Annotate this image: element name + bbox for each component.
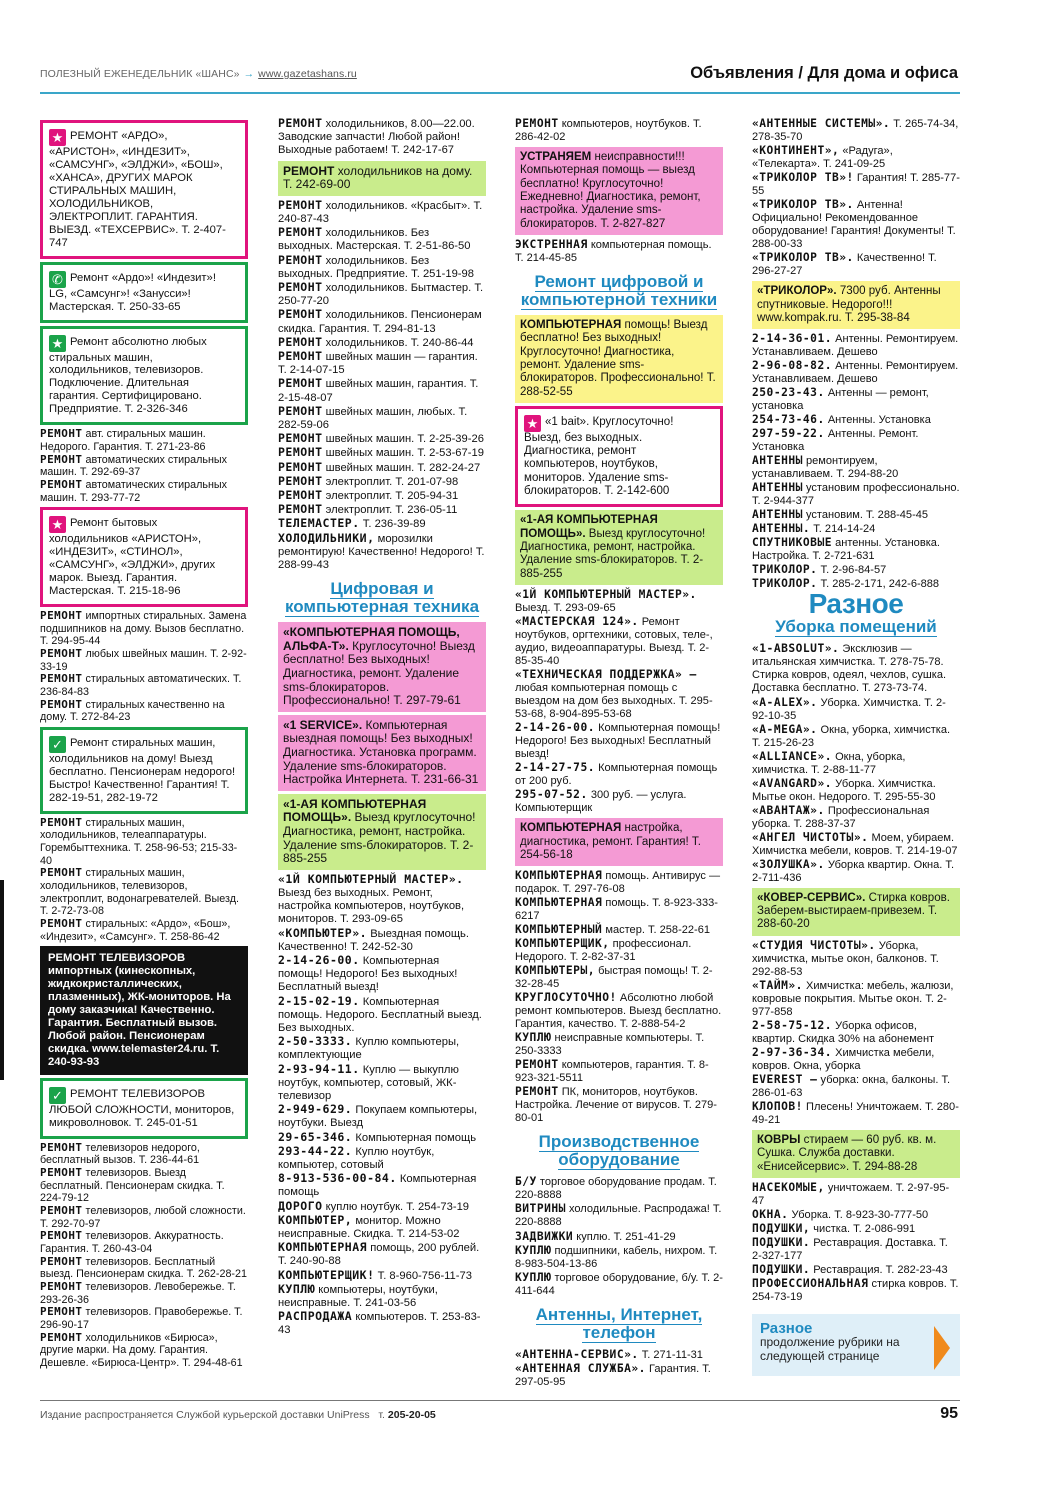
list-item: КОМПЬЮТЕРНАЯ помощь, 200 рублей. Т. 240-90-88 [278, 1240, 480, 1268]
list-item: 293-44-22. Куплю ноутбук, компьютер, сотовый [278, 1143, 435, 1172]
ad-box: «КОМПЬЮТЕРНАЯ ПОМОЩЬ, АЛЬФА-Т». Круглосуточно! Выезд бесплатно! Без выходных! Диагностика, ремонт. Удаление sms-блокираторов. Профессионально! Т. 297-79-61 [278, 622, 486, 712]
ad-text: Ремонт абсолютно любых стиральных машин, холодильников, телевизоров. Подключение. Длительная гарантия. Сертифицировано. Предприятие. Т. 2-326-346 [49, 335, 207, 416]
list-item: РЕМОНТ стиральных машин, холодильников, телевизоров, электроплит, водонагревателей. Выезд. Т. 2-72-73-08 [40, 866, 239, 918]
list-item: «1-ABSOLUT». Эксклюзив — итальянская химчистка. Т. 278-75-78. Стирка ковров, одеял, чехлов, сушка. Доставка бесплатно. Т. 273-73-74. [752, 642, 947, 695]
list-item: РАСПРОДАЖА компьютеров. Т. 253-83-43 [278, 1309, 481, 1337]
list-item: 250-23-43. Антенны — ремонт, установка [752, 386, 929, 413]
list-item: ЗАДВИЖКИ куплю. Т. 251-41-29 [515, 1229, 676, 1243]
list-item: РЕМОНТ холодильников. «Красбыт». Т. 240-87-43 [278, 197, 483, 225]
list-item: Б/У торговое оборудование продам. Т. 220-8888 [515, 1175, 717, 1202]
list-item: «АВАНТАЖ». Профессиональная уборка. Т. 288-37-37 [752, 803, 930, 830]
header-publication-name: ПОЛЕЗНЫЙ ЕЖЕНЕДЕЛЬНИК «ШАНС» [40, 68, 240, 80]
footer-distribution: Издание распространяется Службой курьерской доставки UniPress т. 205-20-05 [40, 1409, 436, 1421]
list-item: РЕМОНТ электроплит. Т. 236-05-11 [278, 502, 458, 517]
list-item: РЕМОНТ стиральных: «Ардо», «Бош», «Индезит», «Самсунг». Т. 258-86-42 [40, 916, 231, 943]
page-header [40, 62, 960, 94]
list-item: 2-97-36-34. Химчистка мебели, ковров. Окна, уборка [752, 1045, 935, 1072]
list-item: РЕМОНТ холодильников. Т. 240-86-44 [278, 334, 474, 349]
list-item: ХОЛОДИЛЬНИКИ, морозилки ремонтирую! Качественно! Недорого! Т. 288-99-43 [278, 530, 485, 572]
list-item: РЕМОНТ авт. стиральных машин. Недорого. Гарантия. Т. 271-23-86 [40, 427, 206, 453]
list-item: ПРОФЕССИОНАЛЬНАЯ стирка ковров. Т. 254-73-19 [752, 1276, 959, 1303]
list-item: «AVANGARD». Уборка. Химчистка. Мытье окон. Недорого. Т. 295-55-30 [752, 776, 936, 803]
list-item: РЕМОНТ швейных машин — гарантия. Т. 2-14-07-15 [278, 349, 478, 377]
arrow-right-icon: → [243, 68, 255, 80]
list-item: 2-14-27-75. Компьютерная помощь от 200 руб. [515, 761, 718, 788]
edge-marker [0, 880, 4, 1080]
list-item: «A-ALEX». Уборка. Химчистка. Т. 2-92-10-35 [752, 695, 946, 722]
column-2 [278, 117, 486, 1338]
list-item: EVEREST — уборка: окна, балконы. Т. 286-01-63 [752, 1072, 951, 1099]
list-item: НАСЕКОМЫЕ, уничтожаем. Т. 2-97-95-47 [752, 1180, 950, 1207]
list-item: КОМПЬЮТЕРНЫЙ мастер. Т. 258-22-61 [515, 923, 711, 937]
list-item: РЕМОНТ телевизоров. Аккуратность. Гарантия. Т. 260-43-04 [40, 1229, 224, 1256]
list-item: РЕМОНТ холодильников. Без выходных. Предприятие. Т. 251-19-98 [278, 252, 474, 280]
ad-box [40, 727, 248, 814]
list-item: АНТЕННЫ ремонтируем, устанавливаем. Т. 294-88-20 [752, 454, 899, 481]
list-item: КОМПЬЮТЕРЫ, быстрая помощь! Т. 2-32-28-45 [515, 964, 713, 991]
ad-box: «1-АЯ КОМПЬЮТЕРНАЯ ПОМОЩЬ». Выезд круглосуточно! Диагностика, ремонт, настройка. Удаление sms-блокираторов. Т. 2-885-255 [515, 510, 723, 585]
list-item: КОМПЬЮТЕРЩИК, профессионал. Недорого. Т. 2-82-37-31 [515, 937, 692, 964]
checkmark-icon: ✓ [49, 1087, 66, 1104]
list-item: «СТУДИЯ ЧИСТОТЫ». Уборка, химчистка, мытье окон, балконов. Т. 292-88-53 [752, 938, 939, 978]
list-item: КРУГЛОСУТОЧНО! Абсолютно любой ремонт компьютеров. Выезд бесплатно. Гарантия, качество. Т. 2-888-54-2 [515, 991, 722, 1031]
list-item: «ТРИКОЛОР ТВ». Качественно! Т. 296-27-27 [752, 251, 937, 278]
section-heading: Ремонт цифровой и компьютерной техники [520, 271, 718, 309]
list-item: КЛОПОВ! Плесень! Уничтожаем. Т. 280-49-21 [752, 1099, 959, 1126]
list-item: «ЗОЛУШКА». Уборка квартир. Окна. Т. 2-711-436 [752, 857, 955, 884]
header-publication [40, 68, 357, 80]
list-item: РЕМОНТ телевизоров. Выезд бесплатный. Пенсионерам скидка. Т. 224-79-12 [40, 1166, 225, 1205]
list-item: РЕМОНТ швейных машин. Т. 282-24-27 [278, 459, 481, 474]
list-item: ОКНА. Уборка. Т. 8-923-30-777-50 [752, 1207, 929, 1221]
list-item: «A-MEGA». Окна, уборка, химчистка. Т. 215-26-23 [752, 722, 951, 749]
list-item: СПУТНИКОВЫЕ антенны. Установка. Настройка. Т. 2-721-631 [752, 536, 940, 563]
column-4 [752, 117, 960, 1376]
star-icon: ★ [49, 516, 66, 533]
list-item: КОМПЬЮТЕРНАЯ помощь. Антивирус — подарок. Т. 297-76-08 [515, 869, 721, 896]
list-item: РЕМОНТ телевизоров. Бесплатный выезд. Пенсионерам скидка. Т. 262-28-21 [40, 1254, 247, 1281]
star-icon: ★ [524, 415, 541, 432]
list-item: 2-58-75-12. Уборка офисов, квартир. Скидка 30% на абонемент [752, 1018, 935, 1045]
list-item: РЕМОНТ любых швейных машин. Т. 2-92-33-19 [40, 646, 247, 673]
list-item: КУПЛЮ компьютеры, ноутбуки, неисправные. Т. 241-03-56 [278, 1281, 438, 1310]
header-section-title: Объявления / Для дома и офиса [690, 64, 958, 82]
continued-note [752, 1314, 960, 1376]
list-item: РЕМОНТ швейных машин. Т. 2-25-39-26 [278, 431, 484, 446]
ad-box: КОВРЫ стираем — 60 руб. кв. м. Сушка. Служба доставки. «Енисейсервис». Т. 294-88-28 [752, 1130, 960, 1178]
list-item: РЕМОНТ импортных стиральных. Замена подшипников на дому. Вызов бесплатно. Т. 294-95-44 [40, 609, 247, 648]
list-item: «АНТЕННА-СЕРВИС». Т. 271-11-31 [515, 1347, 703, 1361]
ad-box: «1-АЯ КОМПЬЮТЕРНАЯ ПОМОЩЬ». Выезд круглосуточно! Диагностика, ремонт, настройка. Удаление sms-блокираторов. Т. 2-885-255 [278, 794, 486, 870]
phone-icon: ✆ [49, 271, 66, 288]
list-item: 295-07-52. 300 руб. — услуга. Компьютерщик [515, 788, 687, 815]
list-item: КОМПЬЮТЕРЩИК! Т. 8-960-756-11-73 [278, 1267, 472, 1282]
list-item: РЕМОНТ электроплит. Т. 201-07-98 [278, 473, 459, 488]
list-item: ДОРОГО куплю ноутбук. Т. 254-73-19 [278, 1198, 470, 1213]
list-item: ПОДУШКИ. Реставрация. Доставка. Т. 2-327-177 [752, 1235, 948, 1262]
ad-box: КОМПЬЮТЕРНАЯ настройка, диагностика, ремонт. Гарантия! Т. 254-56-18 [515, 818, 723, 866]
ad-box: КОМПЬЮТЕРНАЯ помощь! Выезд бесплатно! Без выходных! Круглосуточно! Диагностика, ремонт. Удаление sms-блокираторов. Профессионально! Т. 288-52-55 [515, 315, 723, 403]
ad-box: «1 SERVICE». Компьютерная выездная помощь! Без выходных! Диагностика. Установка программ. Удаление sms-блокираторов. Настройка Интернета. Т. 231-66-31 [278, 715, 486, 791]
list-item: 2-50-3333. Куплю компьютеры, комплектующие [278, 1034, 460, 1062]
ad-box [40, 262, 248, 323]
ad-box-black: РЕМОНТ ТЕЛЕВИЗОРОВ импортных (кинескопных, жидкокристаллических, плазменных), ЖК-мониторов. На дому заказчика! Качественно. Гарантия. Бесплатный вызов. Любой район. Пенсионерам скидка. www.telemaster24.ru. Т. 240-93-93 [40, 946, 248, 1075]
list-item: РЕМОНТ телевизоров недорого, бесплатный вызов. Т. 236-44-61 [40, 1140, 200, 1167]
list-item: РЕМОНТ телевизоров. Левобережье. Т. 293-26-36 [40, 1279, 236, 1306]
ad-box: УСТРАНЯЕМ неисправности!!! Компьютерная помощь — выезд бесплатно! Круглосуточно! Ежедневно! Диагностика, ремонт, настройка. Удаление sms-блокираторов. Т. 2-827-827 [515, 147, 723, 235]
list-item: РЕМОНТ швейных машин, любых. Т. 282-59-06 [278, 403, 468, 432]
list-item: 2-96-08-82. Антенны. Ремонтируем. Устанавливаем. Дешево [752, 359, 959, 386]
list-item: КОМПЬЮТЕРНАЯ помощь. Т. 8-923-333-6217 [515, 896, 718, 923]
page-footer [40, 1400, 960, 1431]
list-item: РЕМОНТ холодильников, 8.00—22.00. Заводские запчасти! Любой район! Выходные работаем! Т. 242-17-67 [278, 116, 475, 157]
list-item: 8-913-536-00-84. Компьютерная помощь [278, 1171, 477, 1199]
list-item: РЕМОНТ ПК, мониторов, ноутбуков. Настройка. Лечение от вирусов. Т. 279-80-01 [515, 1085, 717, 1125]
list-item: «ТРИКОЛОР ТВ». Антенна! Официально! Рекомендованное оборудование! Гарантия! Документы! Т. 288-00-33 [752, 198, 956, 251]
ad-box [40, 1078, 248, 1139]
list-item: «КОНТИНЕНТ», «Радуга», «Телекарта». Т. 241-09-25 [752, 144, 893, 171]
list-item: РЕМОНТ швейных машин. Т. 2-53-67-19 [278, 445, 484, 460]
list-item: 2-15-02-19. Компьютерная помощь. Недорого. Бесплатный выезд. Без выходных. [278, 993, 482, 1035]
ad-box: РЕМОНТ холодильников на дому. Т. 242-69-00 [278, 161, 486, 196]
ad-box [40, 326, 248, 426]
list-item: «1Й КОМПЬЮТЕРНЫЙ МАСТЕР». Выезд без выходных. Ремонт, настройка компьютеров, ноутбуков, мониторов. Т. 293-09-65 [278, 871, 465, 926]
list-item: КОМПЬЮТЕР, монитор. Можно неисправные. Скидка. Т. 214-53-02 [278, 1212, 460, 1241]
list-item: РЕМОНТ компьютеров, гарантия. Т. 8-923-321-5511 [515, 1058, 709, 1085]
column-1 [40, 117, 248, 1370]
list-item: РЕМОНТ швейных машин, гарантия. Т. 2-15-48-07 [278, 376, 479, 404]
list-item: 297-59-22. Антенны. Ремонт. Установка [752, 427, 919, 454]
list-item: АНТЕННЫ. Т. 214-14-24 [752, 522, 876, 536]
list-item: ТРИКОЛОР. Т. 2-96-84-57 [752, 563, 887, 577]
section-heading: Цифровая и компьютерная техника [284, 579, 480, 617]
list-item: «МАСТЕРСКАЯ 124». Ремонт ноутбуков, оргтехники, сотовых, теле-, аудио, видеоаппаратуры. Выезд. Т. 2-85-35-40 [515, 614, 713, 668]
list-item: «ТРИКОЛОР ТВ»! Гарантия! Т. 285-77-55 [752, 171, 960, 198]
list-item: РЕМОНТ холодильников «Бирюса», другие марки. На дому. Гарантия. Дешевле. «Бирюса-Центр». Т. 294-48-61 [40, 1330, 243, 1369]
list-item: РЕМОНТ стиральных машин, холодильников, телеаппаратуры. Горембыттехника. Т. 258-96-53; 215-33-40 [40, 815, 238, 867]
ad-box [40, 120, 248, 259]
list-item: ТЕЛЕМАСТЕР. Т. 236-39-89 [278, 516, 426, 531]
list-item: РЕМОНТ холодильников. Пенсионерам скидка. Гарантия. Т. 294-81-13 [278, 307, 482, 335]
ad-box [515, 406, 723, 508]
continued-text: продолжение рубрики на следующей странице [760, 1334, 900, 1363]
ad-text: Ремонт «Ардо»! «Индезит»! LG, «Самсунг»! «Занусси»! Мастерская. Т. 250-33-65 [49, 271, 216, 313]
list-item: 254-73-46. Антенны. Установка [752, 413, 931, 427]
list-item: «АНГЕЛ ЧИСТОТЫ». Моем, убираем. Химчистка мебели, ковров. Т. 214-19-07 [752, 830, 958, 857]
header-site-link[interactable]: www.gazetashans.ru [258, 68, 357, 80]
list-item: 2-14-36-01. Антенны. Ремонтируем. Устанавливаем. Дешево [752, 332, 959, 359]
footer-phone: 205-20-05 [387, 1409, 436, 1421]
list-item: «ТЕХНИЧЕСКАЯ ПОДДЕРЖКА» — любая компьютерная помощь с выездом на дом без выходных. Т. 295-53-68, 8-904-895-53-68 [515, 668, 713, 721]
list-item: 2-949-629. Покупаем компьютеры, ноутбуки. Выезд [278, 1102, 478, 1130]
ad-text: Ремонт стиральных машин, холодильников на дому! Выезд бесплатно. Пенсионерам недорого! Быстро! Качественно! Гарантия! Т. 282-19-51, 282-19-72 [49, 736, 236, 804]
list-item: КУПЛЮ неисправные компьютеры. Т. 250-3333 [515, 1031, 705, 1058]
list-item: «1Й КОМПЬЮТЕРНЫЙ МАСТЕР». Выезд. Т. 293-09-65 [515, 587, 697, 614]
list-item: 2-93-94-11. Куплю — выкуплю ноутбук, компьютер, сотовый, ЖК-телевизор [278, 1061, 459, 1103]
checkmark-icon: ✓ [49, 736, 66, 753]
list-item: «АНТЕННАЯ СЛУЖБА». Гарантия. Т. 297-05-95 [515, 1361, 711, 1388]
ad-box: «КОВЕР-СЕРВИС». Стирка ковров. Заберем-выстираем-привезем. Т. 288-60-20 [752, 888, 960, 936]
list-item: РЕМОНТ автоматических стиральных машин. Т. 293-77-72 [40, 477, 228, 504]
list-item: ПОДУШКИ. Реставрация. Т. 282-23-43 [752, 1262, 948, 1276]
list-item: РЕМОНТ стиральных качественно на дому. Т. 272-84-23 [40, 697, 225, 724]
ad-text: Ремонт бытовых холодильников «АРИСТОН», «ИНДЕЗИТ», «СТИНОЛ», «САМСУНГ», «ЭЛДЖИ», других марок. Выезд. Гарантия. Мастерская. Т. 215-18-96 [49, 517, 216, 598]
column-3 [515, 117, 723, 1389]
continued-title: Разное [760, 1319, 813, 1337]
list-item: «ALLIANCE». Окна, уборка, химчистка. Т. 2-88-11-77 [752, 749, 906, 776]
list-item: РЕМОНТ электроплит. Т. 205-94-31 [278, 488, 459, 503]
list-item: «ТАЙМ». Химчистка: мебель, жалюзи, ковровые покрытия. Мытье окон. Т. 2-977-858 [752, 978, 954, 1018]
list-item: РЕМОНТ телевизоров, любой сложности. Т. 292-70-97 [40, 1204, 246, 1230]
arrow-right-icon [934, 1326, 950, 1370]
ad-text: «1 bait». Круглосуточно! Выезд, без выходных. Диагностика, ремонт компьютеров, ноутбуков, мониторов. Удаление sms-блокираторов. Т. 2-142-600 [524, 415, 674, 498]
ad-text: РЕМОНТ «АРДО», «АРИСТОН», «ИНДЕЗИТ», «САМСУНГ», «ЭЛДЖИ», «БОШ», «ХАНСА», ДРУГИХ МАРОК СТИРАЛЬНЫХ МАШИН, ХОЛОДИЛЬНИКОВ, ЭЛЕКТРОПЛИТ. ГАРАНТИЯ. ВЫЕЗД. «ТЕХСЕРВИС». Т. 2-407-747 [49, 130, 226, 249]
list-item: «АНТЕННЫЕ СИСТЕМЫ». Т. 265-74-34, 278-35-70 [752, 117, 959, 144]
list-item: 2-14-26-00. Компьютерная помощь! Недорого! Без выходных! Бесплатный выезд! [278, 953, 458, 994]
list-item: РЕМОНТ холодильников. Без выходных. Мастерская. Т. 2-51-86-50 [278, 225, 471, 253]
star-icon: ★ [49, 335, 66, 352]
list-item: «КОМПЬЮТЕР». Выездная помощь. Качественно! Т. 242-52-30 [278, 925, 469, 953]
list-item: КУПЛЮ подшипники, кабель, нихром. Т. 8-983-504-13-86 [515, 1243, 718, 1270]
list-item: 2-14-26-00. Компьютерная помощь! Недорого! Без выходных! Бесплатный выезд! [515, 721, 721, 761]
star-icon: ★ [49, 129, 66, 146]
ad-box: «ТРИКОЛОР». 7300 руб. Антенны спутниковые. Недорого!!! www.kompak.ru. Т. 295-38-84 [752, 281, 960, 329]
list-item: РЕМОНТ стиральных автоматических. Т. 236-84-83 [40, 672, 242, 698]
list-item: РЕМОНТ телевизоров. Правобережье. Т. 296-90-17 [40, 1305, 243, 1331]
ad-text: РЕМОНТ ТЕЛЕВИЗОРОВ ЛЮБОЙ СЛОЖНОСТИ, мониторов, микроволновок. Т. 245-01-51 [49, 1087, 235, 1129]
page-number: 95 [940, 1405, 958, 1422]
section-heading: Антенны, Интернет, телефон [535, 1304, 703, 1342]
list-item: ВИТРИНЫ холодильные. Распродажа! Т. 220-8888 [515, 1202, 722, 1229]
list-item: ТРИКОЛОР. Т. 285-2-171, 242-6-888 [752, 577, 940, 591]
list-item: 29-65-346. Компьютерная помощь [278, 1129, 477, 1144]
list-item: АНТЕННЫ установим профессионально. Т. 2-944-377 [752, 481, 960, 508]
list-item: ЭКСТРЕННАЯ компьютерная помощь. Т. 214-45-85 [515, 237, 712, 264]
section-heading: Производственное оборудование [538, 1132, 700, 1170]
ad-box [40, 507, 248, 607]
list-item: РЕМОНТ автоматических стиральных машин. Т. 292-69-37 [40, 452, 228, 479]
list-item: РЕМОНТ компьютеров, ноутбуков. Т. 286-42-02 [515, 117, 702, 144]
list-item: АНТЕННЫ установим. Т. 288-45-45 [752, 508, 929, 522]
list-item: КУПЛЮ торговое оборудование, б/у. Т. 2-411-644 [515, 1270, 723, 1297]
list-item: РЕМОНТ холодильников. Бытмастер. Т. 250-77-20 [278, 280, 484, 308]
rubric-title: Разное [808, 588, 904, 620]
list-item: ПОДУШКИ, чистка. Т. 2-086-991 [752, 1221, 916, 1235]
section-heading: Уборка помещений [775, 617, 937, 637]
